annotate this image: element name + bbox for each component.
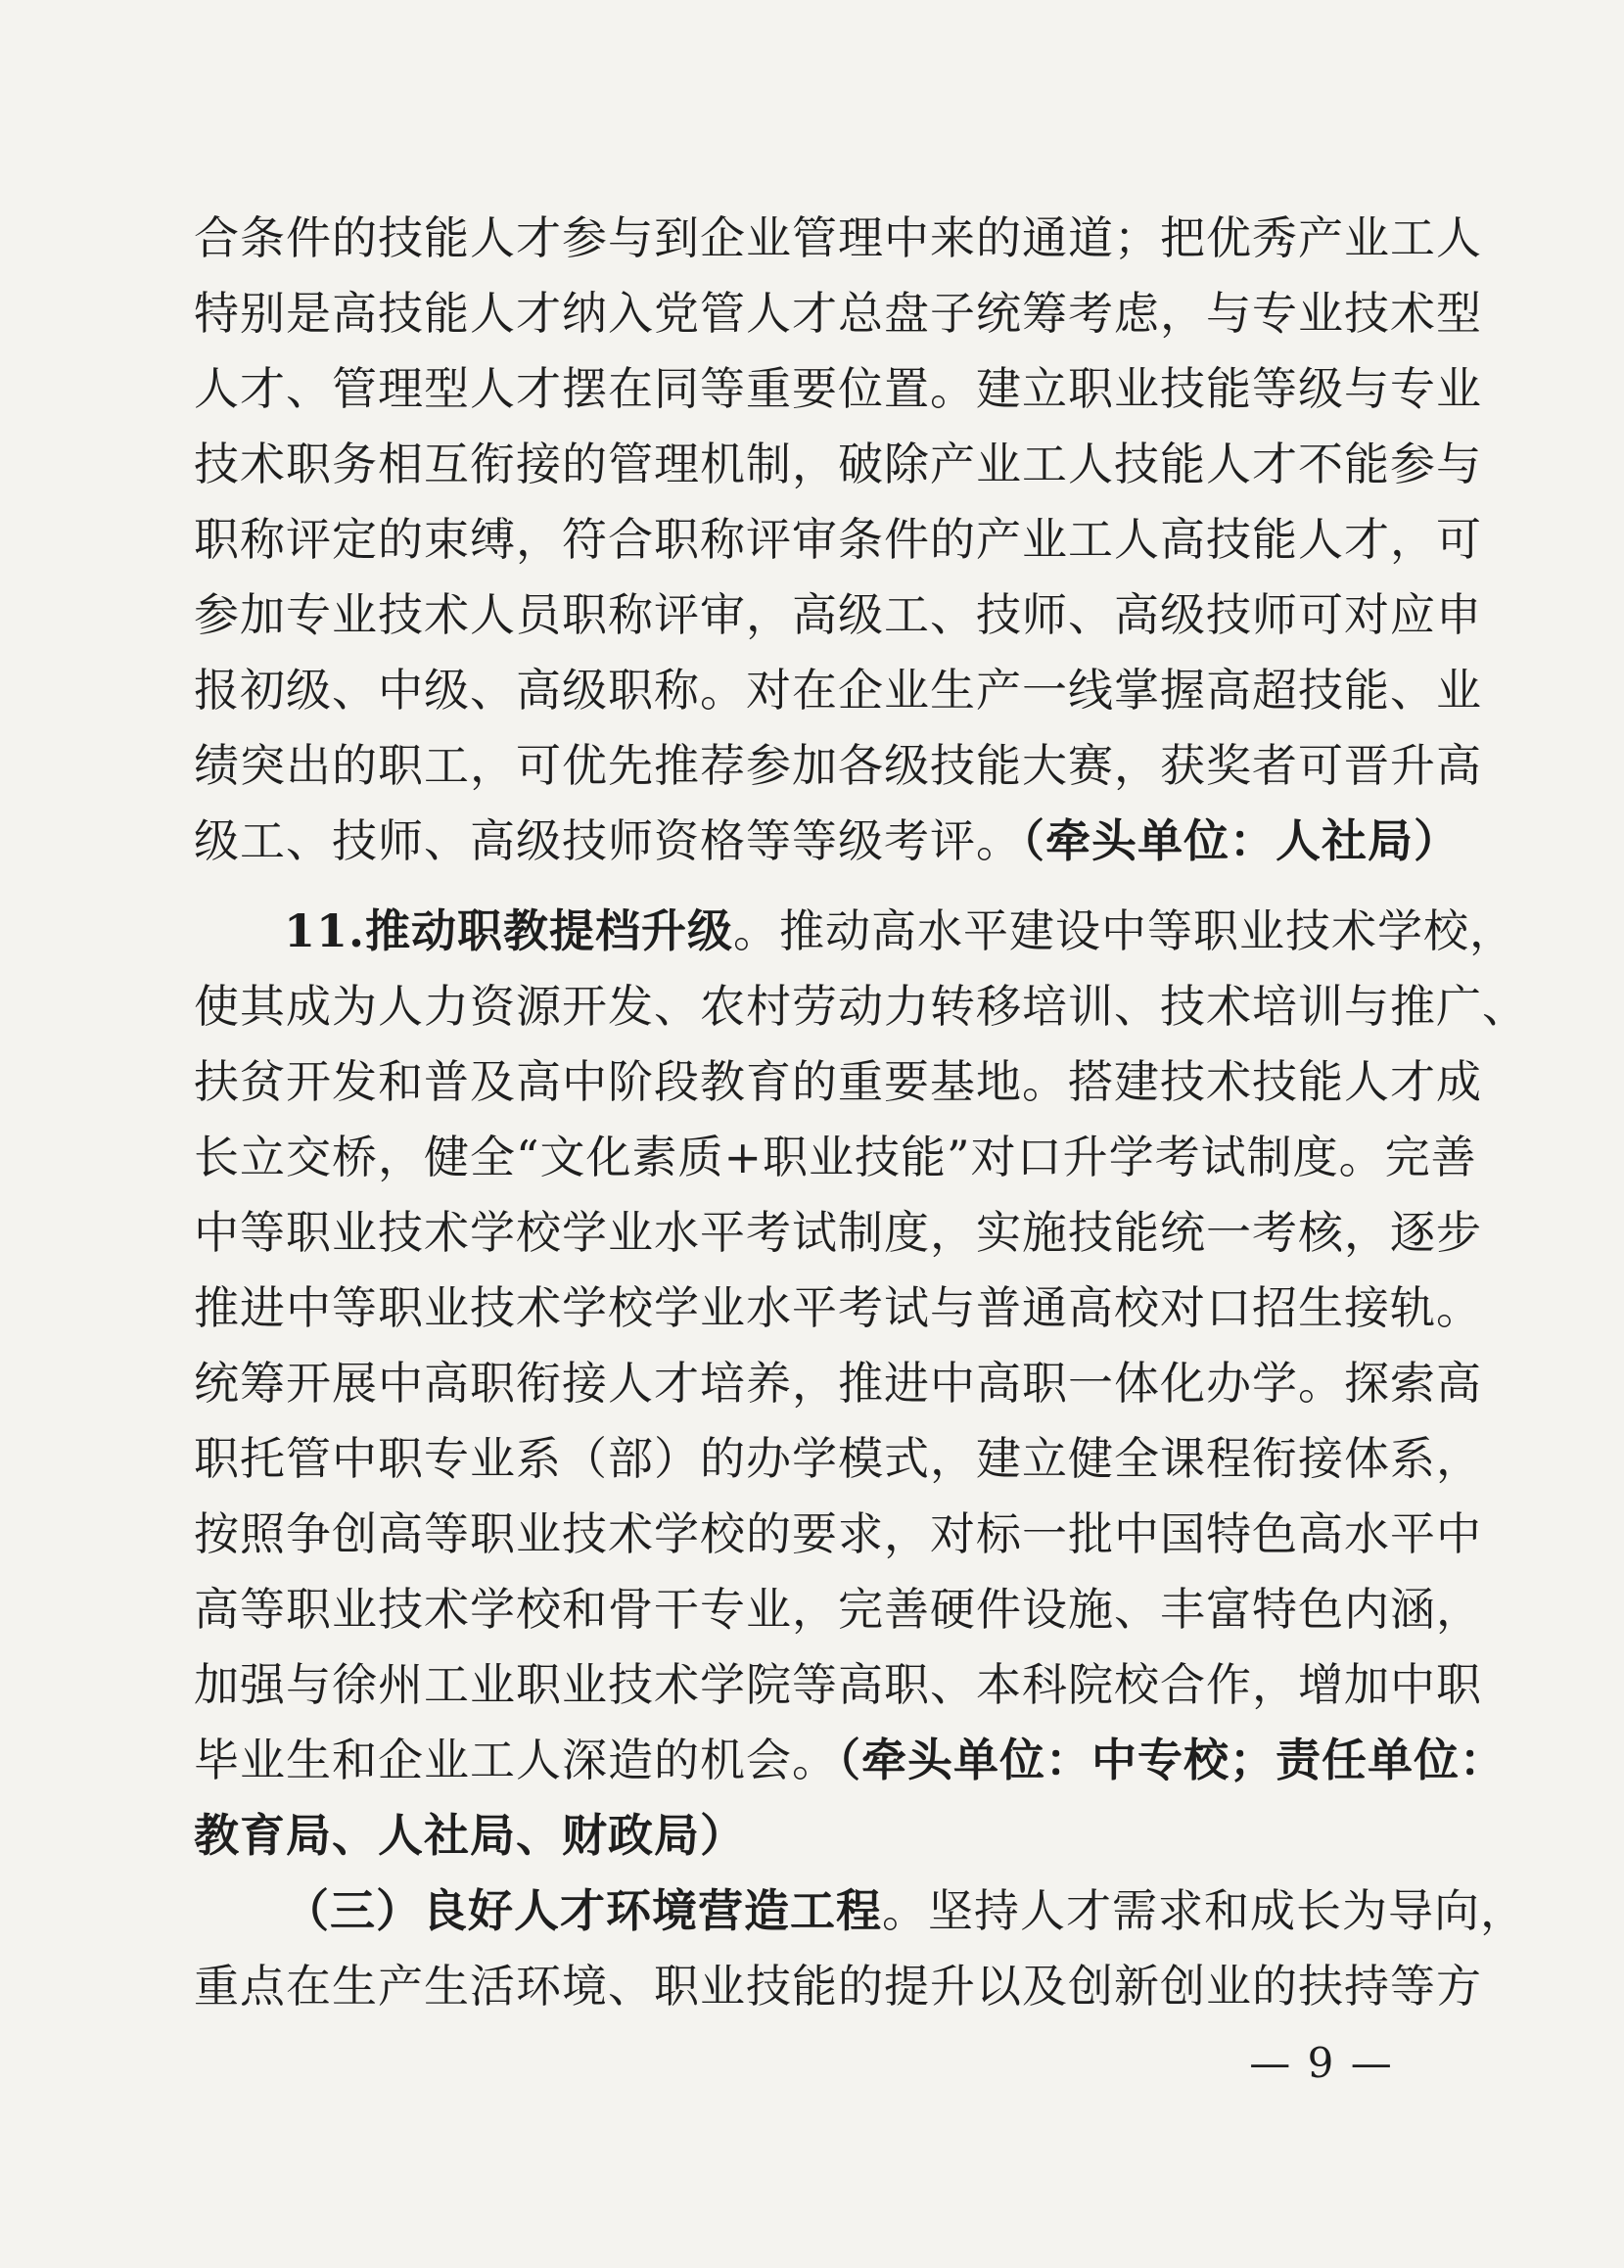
lead-unit-note: （牵头单位：人社局）: [1022, 814, 1460, 867]
text-run: 毕业生和企业工人深造的机会。: [194, 1734, 838, 1786]
text-line: 特别是高技能人才纳入党管人才总盘子统筹考虑，与专业技术型: [194, 287, 1482, 340]
text-line: 职称评定的束缚，符合职称评审条件的产业工人高技能人才，可: [194, 513, 1482, 566]
text-line: 加强与徐州工业职业技术学院等高职、本科院校合作，增加中职: [194, 1658, 1482, 1711]
text-line: [194, 1723, 1506, 1798]
paragraph-vocational-education: [194, 894, 1528, 1874]
page-number: — 9 —: [1249, 2039, 1394, 2087]
text-line: 中等职业技术学校学业水平考试制度，实施技能统一考核，逐步: [194, 1206, 1482, 1259]
text-line: 统筹开展中高职衔接人才培养，推进中高职一体化办学。探索高: [194, 1357, 1482, 1410]
text-line: 重点在生产生活环境、职业技能的提升以及创新创业的扶持等方: [194, 1960, 1482, 2013]
lead-unit-note: （牵头单位：中专校；责任单位：: [838, 1734, 1506, 1786]
text-line: [194, 894, 1516, 969]
paragraph-talent-channel: [194, 201, 1482, 879]
text-line: 绩突出的职工，可优先推荐参加各级技能大赛，获奖者可晋升高: [194, 739, 1482, 792]
section-heading: （三）良好人才环境营造工程: [284, 1884, 882, 1937]
text-line: [194, 1874, 1526, 1949]
text-run: 。推动高水平建设中等职业技术学校，: [733, 904, 1516, 957]
text-line: 高等职业技术学校和骨干专业，完善硬件设施、丰富特色内涵，: [194, 1583, 1482, 1636]
text-run: 。坚持人才需求和成长为导向，: [882, 1884, 1526, 1937]
text-line: 职托管中职专业系（部）的办学模式，建立健全课程衔接体系，: [194, 1432, 1482, 1485]
text-line: [194, 804, 1460, 879]
text-line: 推进中等职业技术学校学业水平考试与普通高校对口招生接轨。: [194, 1281, 1482, 1334]
text-line: 技术职务相互衔接的管理机制，破除产业工人技能人才不能参与: [194, 438, 1482, 490]
text-line: 报初级、中级、高级职称。对在企业生产一线掌握高超技能、业: [194, 664, 1482, 717]
text-line: 扶贫开发和普及高中阶段教育的重要基地。搭建技术技能人才成: [194, 1055, 1482, 1108]
text-line: 长立交桥，健全“文化素质+职业技能”对口升学考试制度。完善: [194, 1131, 1477, 1183]
text-line: 按照争创高等职业技术学校的要求，对标一批中国特色高水平中: [194, 1507, 1482, 1560]
section-heading: 11.推动职教提档升级: [284, 904, 734, 957]
responsible-unit-note: 教育局、人社局、财政局）: [194, 1809, 746, 1862]
paragraph-talent-environment: [194, 1874, 1526, 2024]
text-line: 人才、管理型人才摆在同等重要位置。建立职业技能等级与专业: [194, 362, 1482, 415]
text-line: 合条件的技能人才参与到企业管理中来的通道；把优秀产业工人: [194, 211, 1482, 264]
text-line: 使其成为人力资源开发、农村劳动力转移培训、技术培训与推广、: [194, 980, 1528, 1033]
text-line: 参加专业技术人员职称评审，高级工、技师、高级技师可对应申: [194, 588, 1482, 641]
text-run: 级工、技师、高级技师资格等等级考评。: [194, 814, 1022, 867]
